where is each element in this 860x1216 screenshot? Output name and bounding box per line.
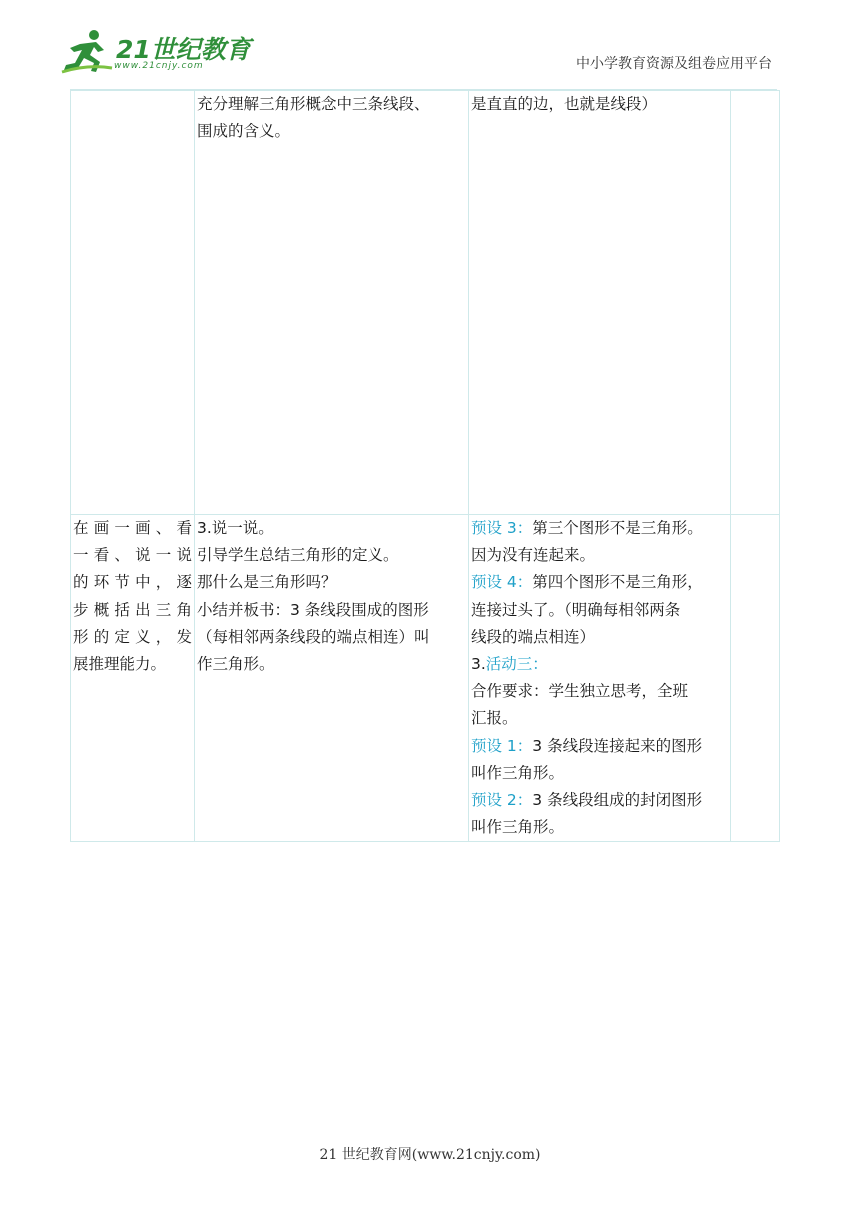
line-text: 合作要求：学生独立思考，全班 [471, 682, 689, 701]
lesson-table [70, 90, 780, 842]
table-cell-notes [731, 515, 780, 842]
text-line [471, 515, 728, 542]
activity-label: 活动三： [485, 655, 548, 674]
text-line: 围成的含义。 [197, 122, 291, 141]
text-line: 引导学生总结三角形的定义。 [197, 546, 399, 565]
text-line [471, 597, 728, 624]
text-line: 那什么是三角形吗？ [197, 573, 337, 592]
line-text: 第四个图形不是三角形， [532, 573, 703, 592]
text-line: 小结并板书：3 条线段围成的图形 [197, 600, 429, 619]
table-cell-notes [731, 91, 780, 515]
line-text: 汇报。 [471, 709, 518, 728]
table-row [71, 91, 780, 515]
table-cell-goal [71, 515, 195, 842]
runner-logo-icon [60, 28, 116, 76]
line-text: 第三个图形不是三角形。 [532, 519, 703, 537]
text-line [471, 760, 728, 787]
text-line: 在画一画、看 [73, 519, 192, 537]
preset-label: 预设 2： [471, 791, 533, 810]
text-line: 的环节中，逐 [73, 573, 192, 592]
text-line: 是直直的边，也就是线段） [471, 95, 658, 113]
line-text: 3 条线段组成的封闭图形 [532, 791, 703, 810]
page-header [0, 0, 860, 90]
text-line [471, 651, 728, 678]
text-line: （每相邻两条线段的端点相连）叫 [197, 627, 430, 646]
text-line [471, 814, 728, 841]
table-cell-student [469, 91, 731, 515]
text-line [471, 624, 728, 651]
page-footer: 21 世纪教育网(www.21cnjy.com) [319, 1147, 541, 1163]
text-line: 作三角形。 [197, 655, 275, 674]
table-cell-teacher [195, 91, 469, 515]
text-line: 一看、说一说 [73, 546, 192, 565]
preset-label: 预设 4： [471, 573, 533, 592]
line-text: 连接过头了。（明确每相邻两条 [471, 600, 681, 619]
text-line: 步概括出三角 [73, 600, 192, 619]
logo [60, 28, 260, 78]
text-line [471, 787, 728, 814]
table-cell-student [469, 515, 731, 842]
text-line [471, 569, 728, 596]
line-text: 3 条线段连接起来的图形 [532, 736, 703, 755]
item-number: 3. [471, 655, 486, 674]
line-text: 线段的端点相连） [471, 627, 596, 646]
text-line [471, 678, 728, 705]
preset-label: 预设 3： [471, 519, 533, 537]
text-line: 充分理解三角形概念中三条线段、 [197, 95, 430, 113]
line-text: 因为没有连起来。 [471, 546, 596, 565]
table-cell-goal [71, 91, 195, 515]
logo-text: 21世纪教育 [116, 35, 251, 64]
text-line [471, 705, 728, 732]
table-cell-teacher [195, 515, 469, 842]
logo-url: www.21cnjy.com [114, 61, 204, 71]
text-line [471, 542, 728, 569]
text-line: 形的定义，发 [73, 627, 192, 646]
line-text: 叫作三角形。 [471, 763, 565, 782]
platform-title: 中小学教育资源及组卷应用平台 [576, 56, 772, 72]
line-text: 叫作三角形。 [471, 818, 565, 837]
preset-label: 预设 1： [471, 736, 533, 755]
table-row [71, 515, 780, 842]
text-line: 3.说一说。 [197, 519, 274, 537]
text-line: 展推理能力。 [73, 655, 167, 674]
text-line [471, 733, 728, 760]
